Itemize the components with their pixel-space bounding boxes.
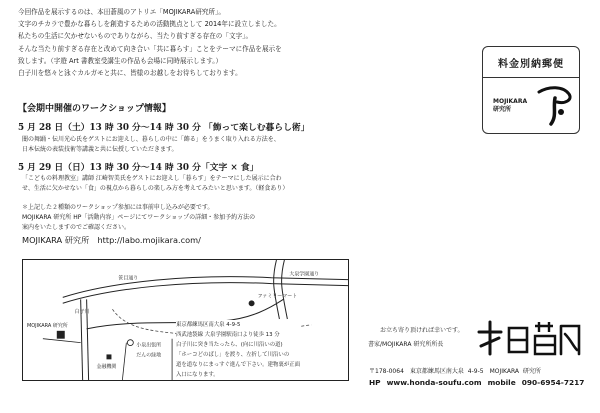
session-2-title: 5 月 29 日（日）13 時 30 分〜14 時 30 分「文字 × 食」 [18, 163, 259, 173]
intro-line: 私たちの生活に欠かせないものでありながら、当たり前すぎる存在の「文字」。 [18, 32, 253, 41]
map-label-road-top: 笹目通り [118, 275, 139, 282]
address-line: 入口になります。 [176, 372, 219, 378]
stamp-brand-line: 研究所 [493, 106, 512, 113]
intro-line: 今回作品を展示するのは、本田蒼風のアトリエ「MOJIKARA研究所」。 [18, 8, 225, 16]
workshop-heading: 【会期中開催のワークショップ情報】 [18, 104, 171, 114]
postal-address: 〒178-0064 東京都練馬区南大泉 4-9-5 MOJIKARA 研究所 [369, 368, 541, 375]
session-1-title: 5 月 28 日（土）13 時 30 分〜14 時 30 分 「飾って楽しむ暮らし術」 [18, 123, 310, 133]
mobile-label: mobile [487, 378, 516, 387]
stamp-brand [493, 98, 527, 114]
intro-line: 白子川を悠々と泳ぐカルガモと共に、皆様のお越しをお待ちしております。 [18, 69, 242, 78]
description-line: せ、生活に欠かせない「食」の視点から暮らしの楽しみ方を考えてみたいと思います。（軽食あり） [22, 185, 289, 192]
intro-line: そんな当たり前すぎる存在と改めて向き合い「共に暮らす」ことをテーマに作品を展示を [18, 44, 282, 53]
intro-text [18, 6, 348, 79]
address-line: 東京都練馬区南大泉 4-9-5 [176, 322, 241, 328]
address-line: 「ホーコどのばし」を渡り、左折して川沿いの [176, 352, 290, 358]
description-line: 「こどもの料理教室」講師 江崎智美氏をゲストにお迎えし「暮らす」をテーマにした展示に合わ [22, 175, 282, 182]
workshop-note [22, 203, 255, 233]
stamp-brand-line: MOJIKARA [493, 98, 528, 105]
calligraphy-signature [475, 318, 583, 358]
map-label-bank: 金融機関 [96, 364, 117, 371]
stamp-title: 料金別納郵便 [483, 47, 579, 78]
intro-line: 文字のチカラで豊かな暮らしを創造するための活動拠点として 2014年に設立しました。 [18, 20, 281, 29]
contact-line [369, 378, 590, 387]
stamp-body [483, 78, 579, 134]
hp-label: HP [369, 378, 381, 387]
postage-stamp [482, 46, 580, 134]
session-2-description [22, 174, 288, 194]
bank-marker [106, 354, 111, 359]
park-marker [127, 340, 133, 346]
note-line: 案内をいたしますのでご確認ください。 [22, 224, 131, 231]
website-line[interactable]: MOJIKARA 研究所 http://labo.mojikara.com/ [22, 235, 201, 245]
visit-message: お立ち寄り頂ければ幸いです。 [380, 327, 464, 334]
brush-logo-icon [531, 82, 577, 130]
mobile-number[interactable]: 090-6954-7217 [521, 378, 585, 387]
family-mart-marker [249, 300, 255, 306]
description-line: 日本伝統の表装技術等講義と共に伝授していただきます。 [22, 146, 178, 153]
map-label-park: だんの緑地 [136, 352, 162, 359]
map-label-river: 白子川 [74, 309, 90, 316]
address-line: 白子川に突き当たったら、(向に川沿いの道) [176, 342, 283, 348]
map-label-road-right: 大泉学園通り [289, 271, 320, 278]
session-1-description [22, 135, 280, 155]
owner-title: 書家/MOJIKARA 研究所所長 [368, 341, 444, 348]
note-line: MOJIKARA 研究所 HP「活動内容」ページにてワークショップの詳細・参加予約方法の [22, 214, 256, 221]
description-line: 闇の舞踊・伝川光心氏をゲストにお迎えし、暮らしの中に「飾る」をうまく取り入れる方法を、 [22, 136, 280, 143]
hp-url[interactable]: www.honda-soufu.com [386, 378, 482, 387]
note-line: ＊上記した２種類のワークショップ参加には事前申し込みが必要です。 [22, 204, 214, 211]
map-label-venue: MOJIKARA 研究所 [26, 322, 68, 329]
venue-marker [57, 331, 65, 339]
map-address [176, 320, 300, 380]
address-line: 道を道なりにまっすぐ進んで下さい。建物裏が正面 [176, 362, 300, 368]
address-line: 西武池袋線 大泉学園駅南口より徒歩 13 分 [176, 332, 280, 338]
map-label-family-mart: ファミリーマート [257, 293, 298, 300]
intro-line: 致します。（字遊 Art 書教室受講生の作品も会場に同時展示します。） [18, 56, 223, 65]
map-label-school: 小泉出張所 [136, 342, 162, 349]
